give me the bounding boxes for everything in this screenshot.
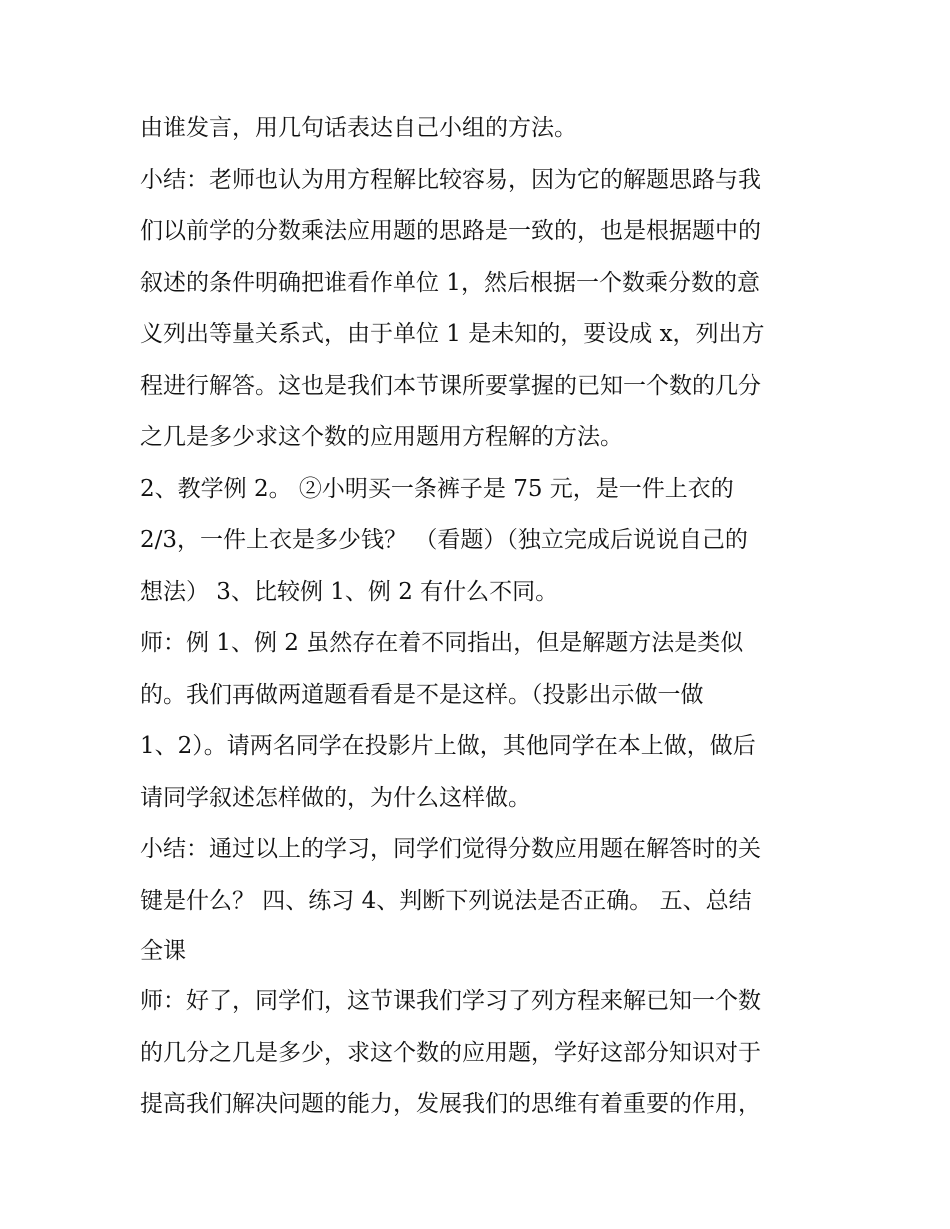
text-line: 2、教学例 2。 ②小明买一条裤子是 75 元，是一件上衣的	[140, 475, 734, 502]
text-line: 请同学叙述怎样做的，为什么这样做。	[140, 784, 531, 811]
text-line: 们以前学的分数乘法应用题的思路是一致的，也是根据题中的	[140, 218, 761, 244]
text-line: 师：例 1、例 2 虽然存在着不同指出，但是解题方法是类似	[140, 630, 744, 656]
text-line: 程进行解答。这也是我们本节课所要掌握的已知一个数的几分	[140, 372, 761, 399]
text-line: 提高我们解决问题的能力，发展我们的思维有着重要的作用，	[140, 1091, 761, 1117]
text-line: 师：好了，同学们，这节课我们学习了列方程来解已知一个数	[140, 988, 761, 1014]
text-line: 想法） 3、比较例 1、例 2 有什么不同。	[140, 578, 559, 605]
text-line: 由谁发言，用几句话表达自己小组的方法。	[140, 115, 577, 141]
text-line: 键是什么？ 四、练习 4、判断下列说法是否正确。 五、总结	[140, 887, 752, 914]
text-line: 义列出等量关系式，由于单位 1 是未知的，要设成 x，列出方	[140, 321, 765, 347]
text-line: 之几是多少求这个数的应用题用方程解的方法。	[140, 424, 623, 450]
text-line: 小结：通过以上的学习，同学们觉得分数应用题在解答时的关	[140, 836, 761, 862]
text-line: 叙述的条件明确把谁看作单位 1，然后根据一个数乘分数的意	[140, 269, 760, 296]
text-line: 的。我们再做两道题看看是不是这样。（投影出示做一做	[140, 681, 704, 708]
text-line: 2/3，一件上衣是多少钱？ （看题）（独立完成后说说自己的	[140, 527, 748, 553]
text-line: 1、2）。请两名同学在投影片上做，其他同学在本上做，做后	[140, 733, 756, 759]
text-line: 全课	[140, 938, 186, 964]
document-body	[140, 103, 830, 1131]
text-line: 的几分之几是多少，求这个数的应用题，学好这部分知识对于	[140, 1039, 761, 1066]
text-line: 小结：老师也认为用方程解比较容易，因为它的解题思路与我	[140, 166, 761, 193]
